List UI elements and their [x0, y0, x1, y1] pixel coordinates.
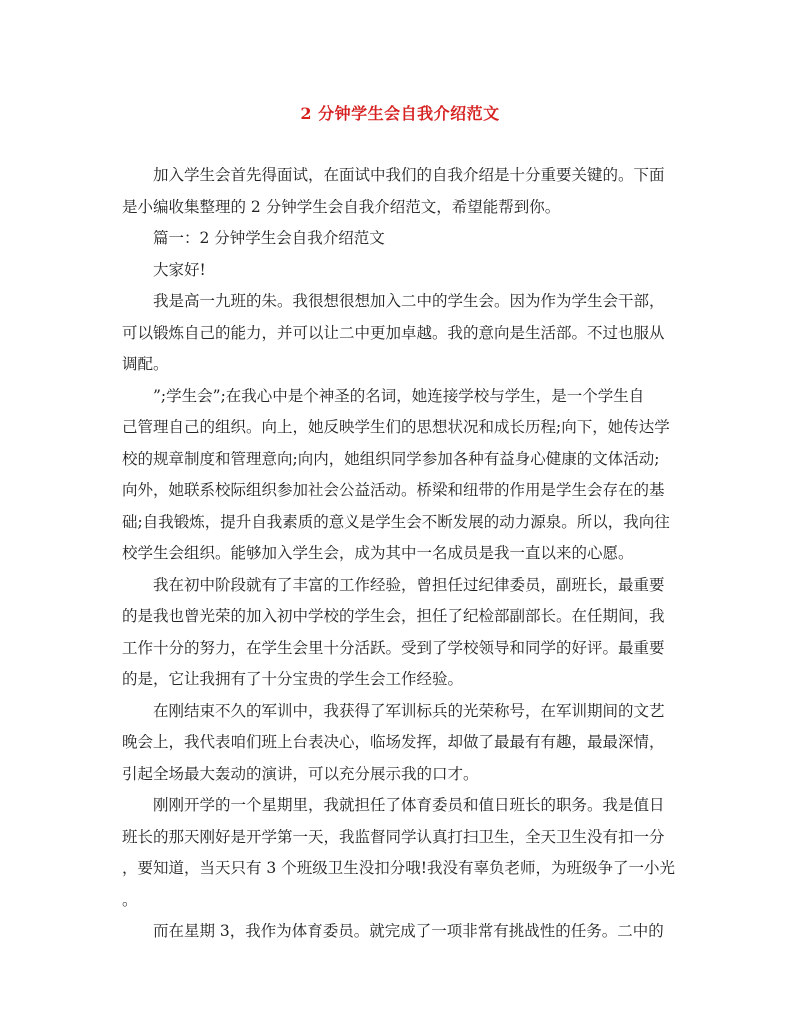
- text-line: 在刚结束不久的军训中，我获得了军训标兵的光荣称号，在军训期间的文艺: [153, 701, 665, 720]
- document-title: 2 分钟学生会自我介绍范文: [300, 104, 500, 123]
- text-line: 向外，她联系校际组织参加社会公益活动。桥梁和纽带的作用是学生会存在的基: [122, 481, 665, 499]
- text-line: 校学生会组织。能够加入学生会，成为其中一名成员是我一直以来的心愿。: [122, 544, 634, 562]
- text-line: 工作十分的努力，在学生会里十分活跃。受到了学校领导和同学的好评。最重要: [122, 638, 665, 657]
- paragraph-student-union: [122, 381, 678, 570]
- text-line: 刚刚开学的一个星期里，我就担任了体育委员和值日班长的职务。我是值日: [153, 796, 665, 814]
- text-line: 调配。: [122, 355, 169, 373]
- text-line: 是小编收集整理的 2 分钟学生会自我介绍范文，希望能帮到你。: [122, 197, 561, 216]
- text-line: 我是高一九班的朱。我很想很想加入二中的学生会。因为作为学生会干部，: [153, 292, 665, 310]
- paragraph-wednesday: [122, 916, 678, 948]
- text-line: 可以锻炼自己的能力，并可以让二中更加卓越。我的意向是生活部。不过也服从: [122, 323, 665, 342]
- text-line: 晚会上，我代表咱们班上台表决心，临场发挥，却做了最最有有趣，最最深情，: [122, 733, 665, 751]
- text-line: 础;自我锻炼，提升自我素质的意义是学生会不断发展的动力源泉。所以，我向往: [122, 512, 670, 531]
- paragraph-section-heading: [122, 223, 678, 255]
- text-line: 篇一：2 分钟学生会自我介绍范文: [153, 229, 385, 247]
- text-line: 己管理自己的组织。向上，她反映学生们的思想状况和成长历程;向下，她传达学: [122, 418, 670, 436]
- text-line: 大家好!: [153, 260, 206, 279]
- text-line: 的是，它让我拥有了十分宝贵的学生会工作经验。: [122, 670, 464, 688]
- text-line: ，要知道，当天只有 3 个班级卫生没扣分哦!我没有辜负老师，为班级争了一小光: [122, 859, 675, 877]
- text-line: 而在星期 3，我作为体育委员。就完成了一项非常有挑战性的任务。二中的: [153, 922, 664, 940]
- text-line: 班长的那天刚好是开学第一天，我监督同学认真打扫卫生，全天卫生没有扣一分: [122, 827, 665, 846]
- text-line: ”;学生会”;在我心中是个神圣的名词，她连接学校与学生，是一个学生自: [153, 386, 645, 405]
- paragraph-self-intro: [122, 286, 678, 381]
- text-line: 校的规章制度和管理意向;向内，她组织同学参加各种有益身心健康的文体活动;: [122, 449, 660, 468]
- text-line: 引起全场最大轰动的演讲，可以充分展示我的口才。: [122, 764, 479, 783]
- text-line: 。: [122, 890, 138, 909]
- document-body: [122, 160, 678, 948]
- text-line: 加入学生会首先得面试，在面试中我们的自我介绍是十分重要关键的。下面: [153, 166, 665, 184]
- paragraph-experience: [122, 570, 678, 696]
- paragraph-first-week: [122, 790, 678, 916]
- paragraph-military-training: [122, 696, 678, 791]
- text-line: 我在初中阶段就有了丰富的工作经验，曾担任过纪律委员，副班长，最重要: [153, 575, 665, 594]
- paragraph-intro: [122, 160, 678, 223]
- text-line: 的是我也曾光荣的加入初中学校的学生会，担任了纪检部副部长。在任期间，我: [122, 607, 665, 625]
- paragraph-greeting: [122, 255, 678, 287]
